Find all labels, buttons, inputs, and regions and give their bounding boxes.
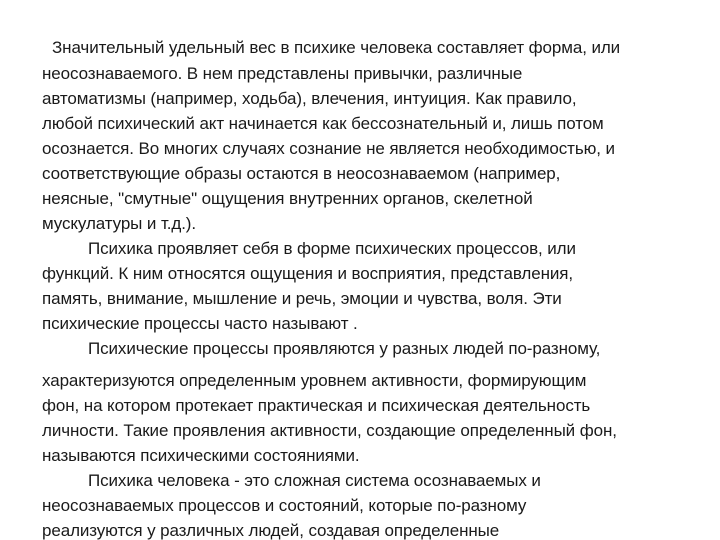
text-line-1: Значительный удельный вес в психике человека составляет форма, или <box>52 38 621 57</box>
text-line-17: называются психическими состояниями. <box>42 446 360 465</box>
text-line-12: психические процессы часто называют . <box>42 314 358 333</box>
text-line-14: характеризуются определенным уровнем активности, формирующим <box>42 371 587 390</box>
text-line-4: любой психический акт начинается как бессознательный и, лишь потом <box>42 114 604 133</box>
text-line-6: соответствующие образы остаются в неосознаваемом (например, <box>42 164 561 183</box>
text-line-13: Психические процессы проявляются у разных людей по-разному, <box>88 339 601 358</box>
text-line-10: функций. К ним относятся ощущения и восприятия, представления, <box>42 264 574 283</box>
text-line-11: память, внимание, мышление и речь, эмоции и чувства, воля. Эти <box>42 289 562 308</box>
text-line-8: мускулатуры и т.д.). <box>42 214 196 233</box>
text-line-7: неясные, "смутные" ощущения внутренних органов, скелетной <box>42 189 533 208</box>
text-line-3: автоматизмы (например, ходьба), влечения, интуиция. Как правило, <box>42 89 577 108</box>
text-line-2: неосознаваемого. В нем представлены привычки, различные <box>42 64 523 83</box>
text-line-18: Психика человека - это сложная система осознаваемых и <box>88 471 541 490</box>
text-line-19: неосознаваемых процессов и состояний, которые по-разному <box>42 496 527 515</box>
text-line-20: реализуются у различных людей, создавая определенные <box>42 521 500 540</box>
text-line-16: личности. Такие проявления активности, создающие определенный фон, <box>42 421 617 440</box>
text-line-9: Психика проявляет себя в форме психических процессов, или <box>88 239 576 258</box>
text-line-5: осознается. Во многих случаях сознание не является необходимостью, и <box>42 139 615 158</box>
text-line-15: фон, на котором протекает практическая и психическая деятельность <box>42 396 591 415</box>
